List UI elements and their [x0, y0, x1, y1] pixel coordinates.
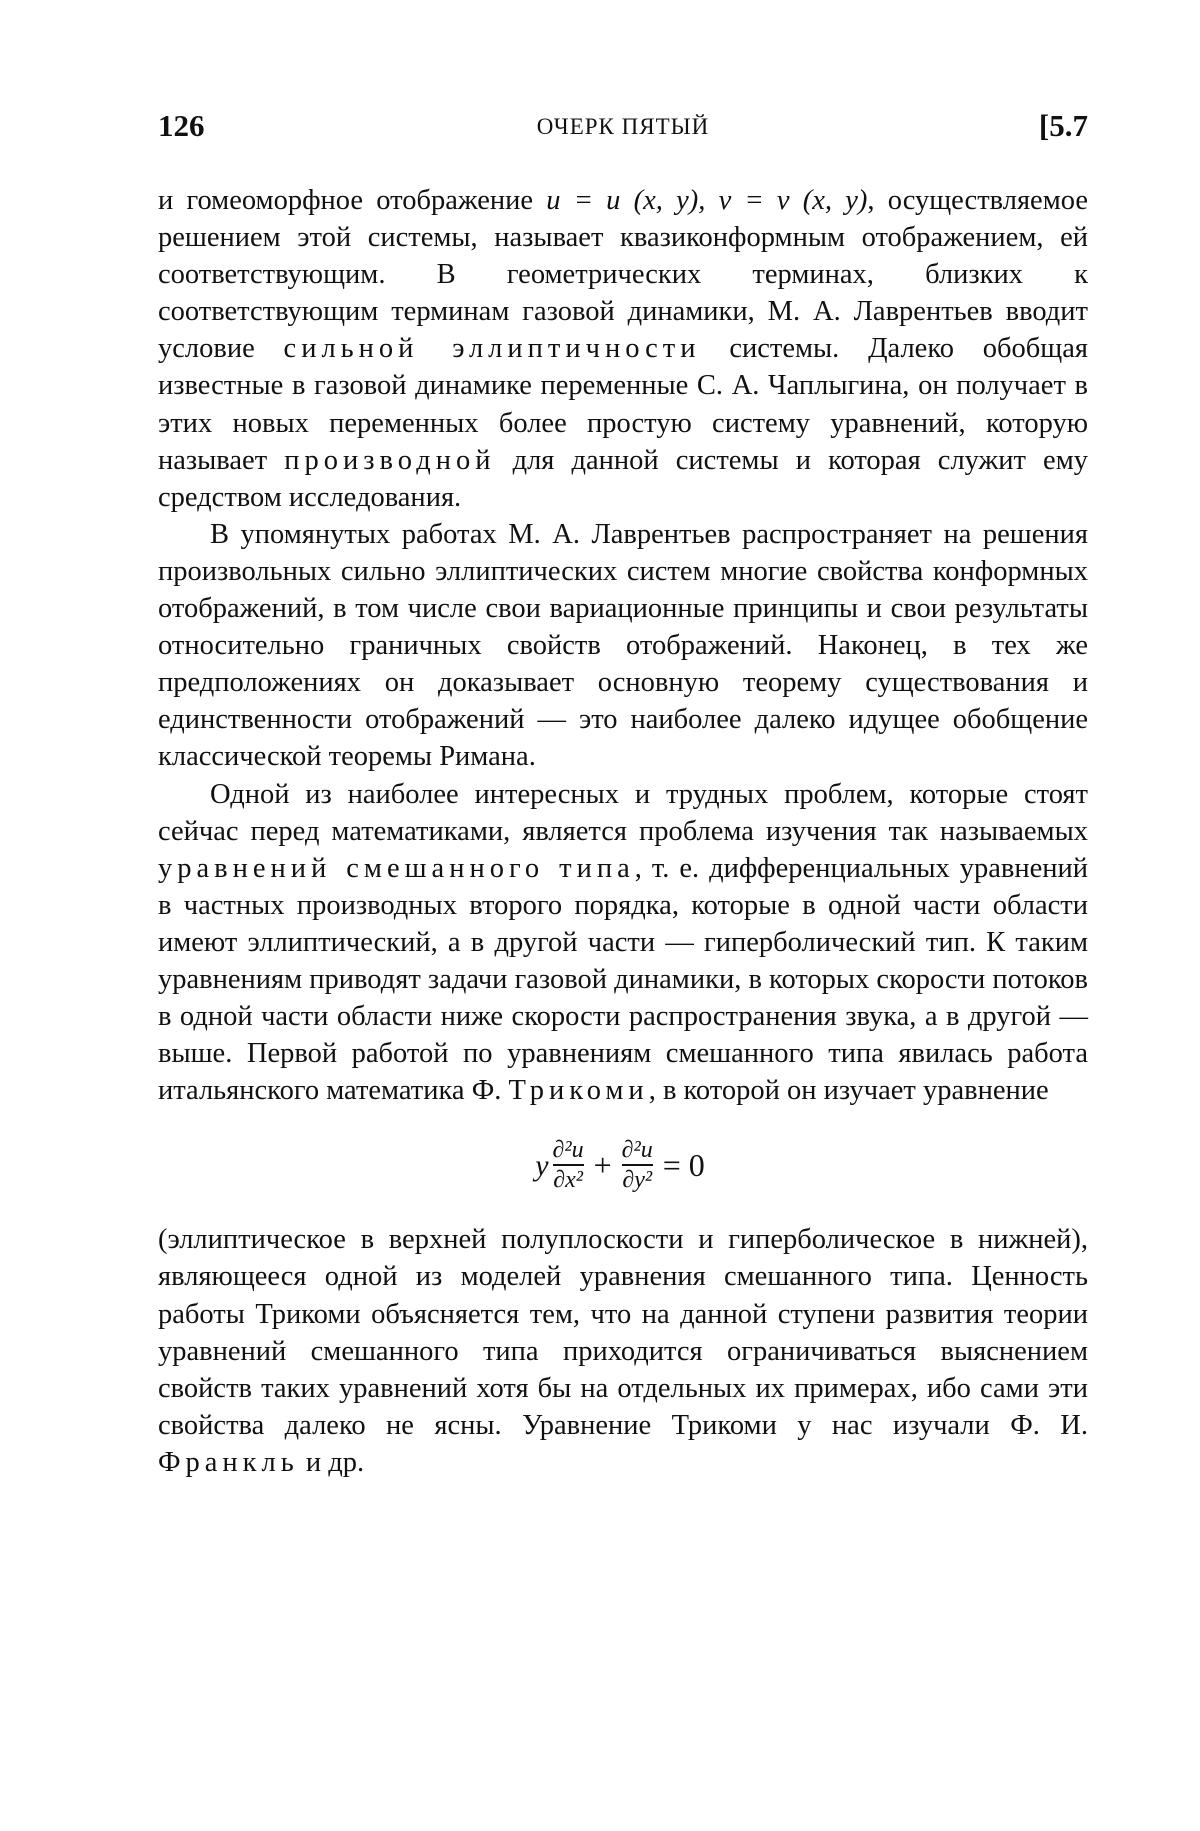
text-run: , т. е. дифференциальных уравнений в частных производных второго порядка, которые в одной части области имеют эллиптический, а в другой части — гиперболический тип. К таким уравнениям приводят задачи газовой динамики, в которых скорости потоков в одной части области ниже скорости распространения звука, а в другой — выше. Первой работой по уравнениям смешанного типа явилась работа итальянского математика Ф. — [158, 852, 1088, 1107]
text-run: производной — [284, 444, 496, 476]
text-run: Трикоми — [508, 1075, 649, 1107]
paragraph — [158, 516, 1088, 776]
paragraph — [158, 776, 1088, 1110]
page-body — [158, 182, 1088, 1481]
formula-coefficient: y — [535, 1148, 549, 1182]
text-run: системы. Далеко обобщая известные в газовой динамике переменные С. А. Чаплыгина, он получает в этих новых переменных более простую систему уравнений, которую называет — [158, 333, 1088, 476]
paragraph — [158, 182, 1088, 516]
text-run: В упомянутых работах М. А. Лаврентьев распространяет на решения произвольных сильно эллиптических систем многие свойства конформных отображений, в том числе свои вариационные принципы и свои результаты относительно граничных свойств отображений. Наконец, в тех же предположениях он доказывает основную теорему существования и единственности отображений — это наиболее далеко идущее обобщение классической теоремы Римана. — [158, 518, 1088, 773]
text-run: Одной из наиболее интересных и трудных проблем, которые стоят сейчас перед математиками, является проблема изучения так называемых — [158, 778, 1088, 847]
formula-rhs: = 0 — [662, 1146, 705, 1183]
formula-fraction-y — [622, 1136, 653, 1194]
fraction-denominator: ∂x² — [553, 1167, 583, 1194]
book-page — [158, 108, 1088, 1481]
text-run: уравнений смешанного типа — [158, 852, 635, 884]
fraction-numerator: ∂²u — [621, 1137, 653, 1164]
text-run: и др. — [298, 1446, 365, 1478]
formula-plus: + — [593, 1146, 612, 1183]
running-title: ОЧЕРК ПЯТЫЙ — [536, 114, 710, 139]
text-run: u = u (x, y), v = v (x, y) — [546, 185, 868, 216]
page-header — [158, 108, 1088, 158]
page-number: 126 — [158, 108, 205, 143]
formula-fraction-x — [553, 1136, 584, 1194]
paragraph — [158, 1221, 1088, 1481]
text-run: и гомеоморфное отображение — [158, 185, 547, 216]
text-run: Франкль — [158, 1446, 299, 1478]
fraction-denominator: ∂y² — [622, 1167, 653, 1194]
text-run: , в которой он изучает уравнение — [648, 1075, 1049, 1107]
text-run: для данной системы и которая служит ему средством исследования. — [158, 444, 1088, 513]
tricomi-equation — [158, 1109, 1088, 1221]
section-number: [5.7 — [1038, 108, 1088, 143]
text-run: (эллиптическое в верхней полуплоскости и гиперболическое в нижней), являющееся одной из моделей уравнения смешанного типа. Ценность работы Трикоми объясняется тем, что на данной ступени развития теории уравнений смешанного типа приходится ограничиваться выяснением свойств таких уравнений хотя бы на отдельных их примерах, ибо сами эти свойства далеко не ясны. Уравнение Трикоми у нас изучали Ф. И. — [158, 1224, 1088, 1441]
fraction-numerator: ∂²u — [552, 1137, 584, 1164]
text-run: , осуществляемое решением этой системы, называет квазиконформным отображением, ей соответствующим. В геометрических терминах, близких к соответствующим терминам газовой динамики, М. А. Лаврентьев вводит условие — [158, 185, 1088, 365]
text-run: сильной эллиптичности — [283, 333, 701, 365]
